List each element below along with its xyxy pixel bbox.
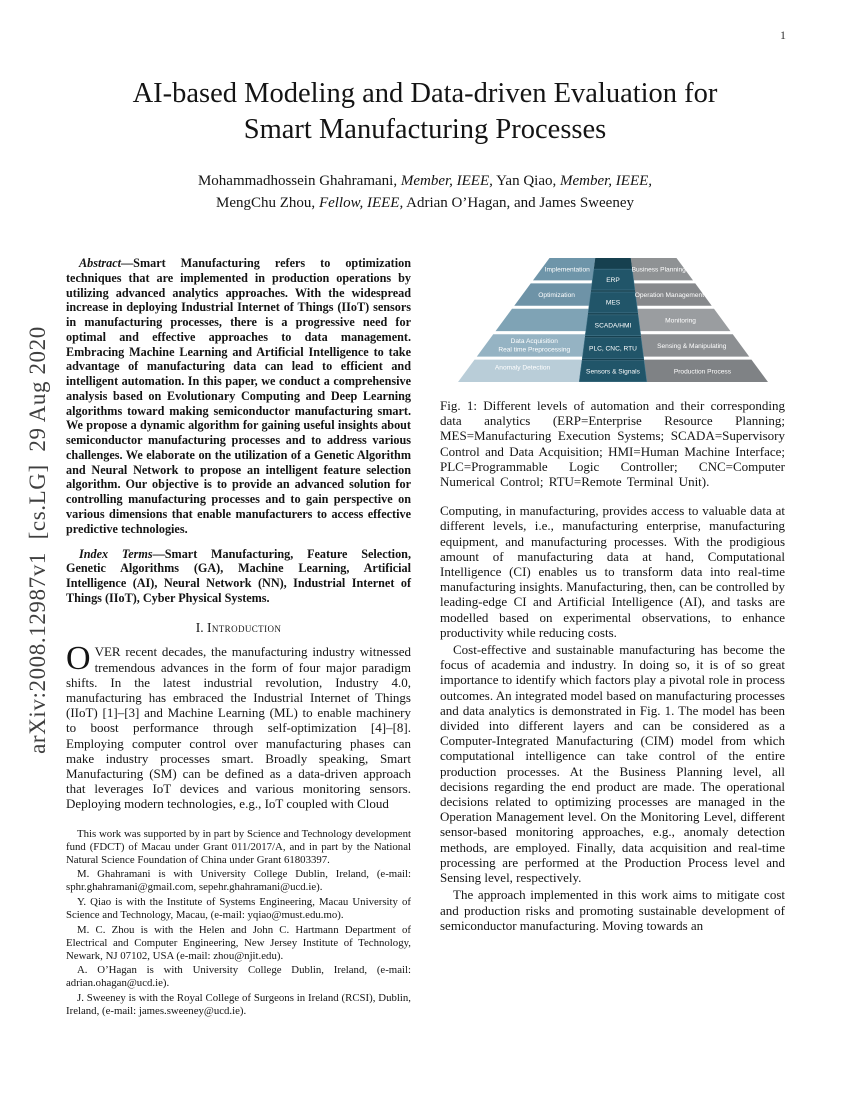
title-block (0, 76, 850, 215)
figure-1 (440, 258, 785, 384)
intro-paragraph-text: VER recent decades, the manufacturing industry witnessed tremendous advances in the form of four major paradigm shifts. In the latest industrial revolution, Industry 4.0, manufacturing has embraced the Industrial Internet of Things (IIoT) [1]–[3] and Machine Learning (ML) to enable machinery to boost performance through self-optimization [4]–[8]. Employing computer control over manufacturing phases can make industry processes smart. Broadly speaking, Smart Manufacturing (SM) can be defined as a data-driven approach that leverages IoT devices and various monitoring sensors. Deploying modern technologies, e.g., IoT coupled with Cloud (66, 644, 411, 812)
index-terms (66, 547, 411, 606)
body-paragraph-2: Cost-effective and sustainable manufacturing has become the focus of academia and industry. In doing so, it is of so great importance to identify which factors play a pivotal role in process outcomes. An integrated model based on manufacturing processes and data analytics is demonstrated in Fig. 1. The model has been divided into different layers and can be considered as a Computer-Integrated Manufacturing (CIM) model from which computational intelligence can take control of the entire production processes. At the Business Planning level, all decisions regarding the end product are made. The operational decisions related to optimizing processes are managed in the Operation Management level. On the Monitoring Level, different sensor-based monitoring approaches, e.g., anomaly detection methods, are employed. Finally, data acquisition and real-time processing are performed at the Production Process level and Sensing level, respectively. (440, 642, 785, 886)
footnote: M. C. Zhou is with the Helen and John C. Hartmann Department of Electrical and Computer Engineering, New Jersey Institute of Technology, Newark, NJ 07102, USA (e-mail: zhou@njit.edu). (66, 923, 411, 962)
label-data-acquisition: Data Acquisition (510, 337, 558, 345)
label-sensing-manipulating: Sensing & Manipulating (656, 342, 726, 350)
section-number: I. (195, 619, 204, 635)
index-terms-text: —Smart Manufacturing, Feature Selection, Genetic Algorithms (GA), Machine Learning, Artificial Intelligence (AI), Neural Network (NN), Industrial Internet of Things (IIoT), Cyber Physical Systems. (66, 546, 411, 605)
paper-title-line-1: AI-based Modeling and Data-driven Evaluation for (132, 78, 718, 109)
footnote: Y. Qiao is with the Institute of Systems Engineering, Macau University of Science and Technology, Macau, (e-mail: yqiao@must.edu.mo). (66, 895, 411, 921)
pyramid-left-row-blank (495, 309, 588, 331)
arxiv-watermark: arXiv:2008.12987v1 [cs.LG] 29 Aug 2020 (25, 326, 50, 754)
label-anomaly-detection: Anomaly Detection (494, 364, 550, 372)
label-business-planning: Business Planning (631, 266, 686, 274)
author-list (0, 170, 850, 215)
author-name: MengChu Zhou, (216, 195, 319, 212)
author-affil-ieee: Member, IEEE, (400, 172, 493, 189)
section-heading-introduction (66, 620, 411, 636)
label-sensors-signals: Sensors & Signals (585, 368, 640, 376)
footnote: J. Sweeney is with the Royal College of Surgeons in Ireland (RCSI), Dublin, Ireland, (e-mail: james.sweeney@ucd.ie). (66, 991, 411, 1017)
author-affil-ieee: Fellow, IEEE, (318, 195, 404, 212)
automation-pyramid-diagram (445, 258, 781, 384)
label-mes: MES (605, 299, 620, 307)
abstract-text: —Smart Manufacturing refers to optimization techniques that are implemented in production operations by utilizing advanced analytics approaches. With the widespread increase in deploying Industrial Internet of Things (IIoT) sensors in manufacturing processes, there is a progressive need for optimal and effective approaches to data management. Embracing Machine Learning and Artificial Intelligence to take advantage of manufacturing data can lead to efficient and intelligent automation. In this paper, we conduct a comprehensive analysis based on Evolutionary Computing and Deep Learning algorithms toward making semiconductor manufacturing smart. We propose a dynamic algorithm for gaining useful insights about semiconductor manufacturing processes and to address various challenges. We elaborate on the utilization of a Genetic Algorithm and Neural Network to propose an intelligent feature selection algorithm. Our objective is to provide an advanced solution for controlling manufacturing processes and to gain perspective on various dimensions that enable manufacturers to access effective predictive technologies. (66, 256, 411, 536)
label-implementation: Implementation (544, 266, 590, 274)
intro-paragraph (66, 640, 411, 812)
left-column (66, 256, 411, 1018)
intro-dropcap: O (66, 640, 91, 678)
page-number: 1 (780, 28, 786, 42)
label-monitoring: Monitoring (664, 317, 696, 325)
footnote: This work was supported by in part by Science and Technology development fund (FDCT) of Macau under Grant 011/2017/A, and in part by the National Natural Science Foundation of China under Grant 61803397. (66, 827, 411, 866)
author-name: Adrian O’Hagan, and James Sweeney (403, 195, 634, 212)
footnotes-block (66, 828, 411, 1018)
author-name: Mohammadhossein Ghahramani, (197, 172, 401, 189)
paper-title (0, 76, 850, 149)
section-title: Introduction (206, 619, 282, 635)
author-affil-ieee: Member, IEEE, (559, 172, 653, 189)
label-production-process: Production Process (673, 368, 731, 376)
abstract (66, 256, 411, 537)
label-scada-hmi: SCADA/HMI (594, 322, 631, 330)
author-name: Yan Qiao, (492, 172, 560, 189)
index-terms-label: Index Terms (79, 546, 153, 561)
authors-line-1 (0, 170, 850, 193)
authors-line-2 (0, 192, 850, 215)
label-real-time-preprocessing: Real time Preprocessing (497, 346, 570, 354)
label-erp: ERP (605, 276, 620, 284)
right-column (440, 256, 785, 933)
label-operation-management: Operation Management (634, 292, 704, 300)
label-optimization: Optimization (537, 292, 575, 300)
footnote: A. O’Hagan is with University College Dublin, Ireland, (e-mail: adrian.ohagan@ucd.ie). (66, 964, 411, 990)
body-paragraph-1: Computing, in manufacturing, provides access to valuable data at different levels, i.e., manufacturing enterprise, manufacturing equipment, and manufacturing processes. With the prodigious amount of manufacturing data at hand, Computational Intelligence (CI) enables us to transform data into real-time manufacturing insights. Manufacturing, then, can be controlled by leading-edge CI and Artificial Intelligence (AI), and tasks are modelled based on experimental observations, to enhance productivity while reducing costs. (440, 503, 785, 640)
body-paragraph-3: The approach implemented in this work aims to mitigate cost and production risks and promoting sustainable development of semiconductor manufacturing. Moving towards an (440, 887, 785, 933)
label-plc-cnc-rtu: PLC, CNC, RTU (588, 345, 637, 353)
abstract-label: Abstract (79, 256, 121, 270)
figure-1-caption: Fig. 1: Different levels of automation and their corresponding data analytics (ERP=Enterprise Resource Planning; MES=Manufacturing Execution Systems; SCADA=Supervisory Control and Data Acquisition; HMI=Human Machine Interface; PLC=Programmable Logic Controller; CNC=Computer Numerical Control; RTU=Remote Terminal Unit). (440, 398, 785, 490)
footnote: M. Ghahramani is with University College Dublin, Ireland, (e-mail: sphr.ghahramani@gmail.com, sepehr.ghahramani@ucd.ie). (66, 868, 411, 894)
paper-title-line-2: Smart Manufacturing Processes (243, 114, 607, 146)
